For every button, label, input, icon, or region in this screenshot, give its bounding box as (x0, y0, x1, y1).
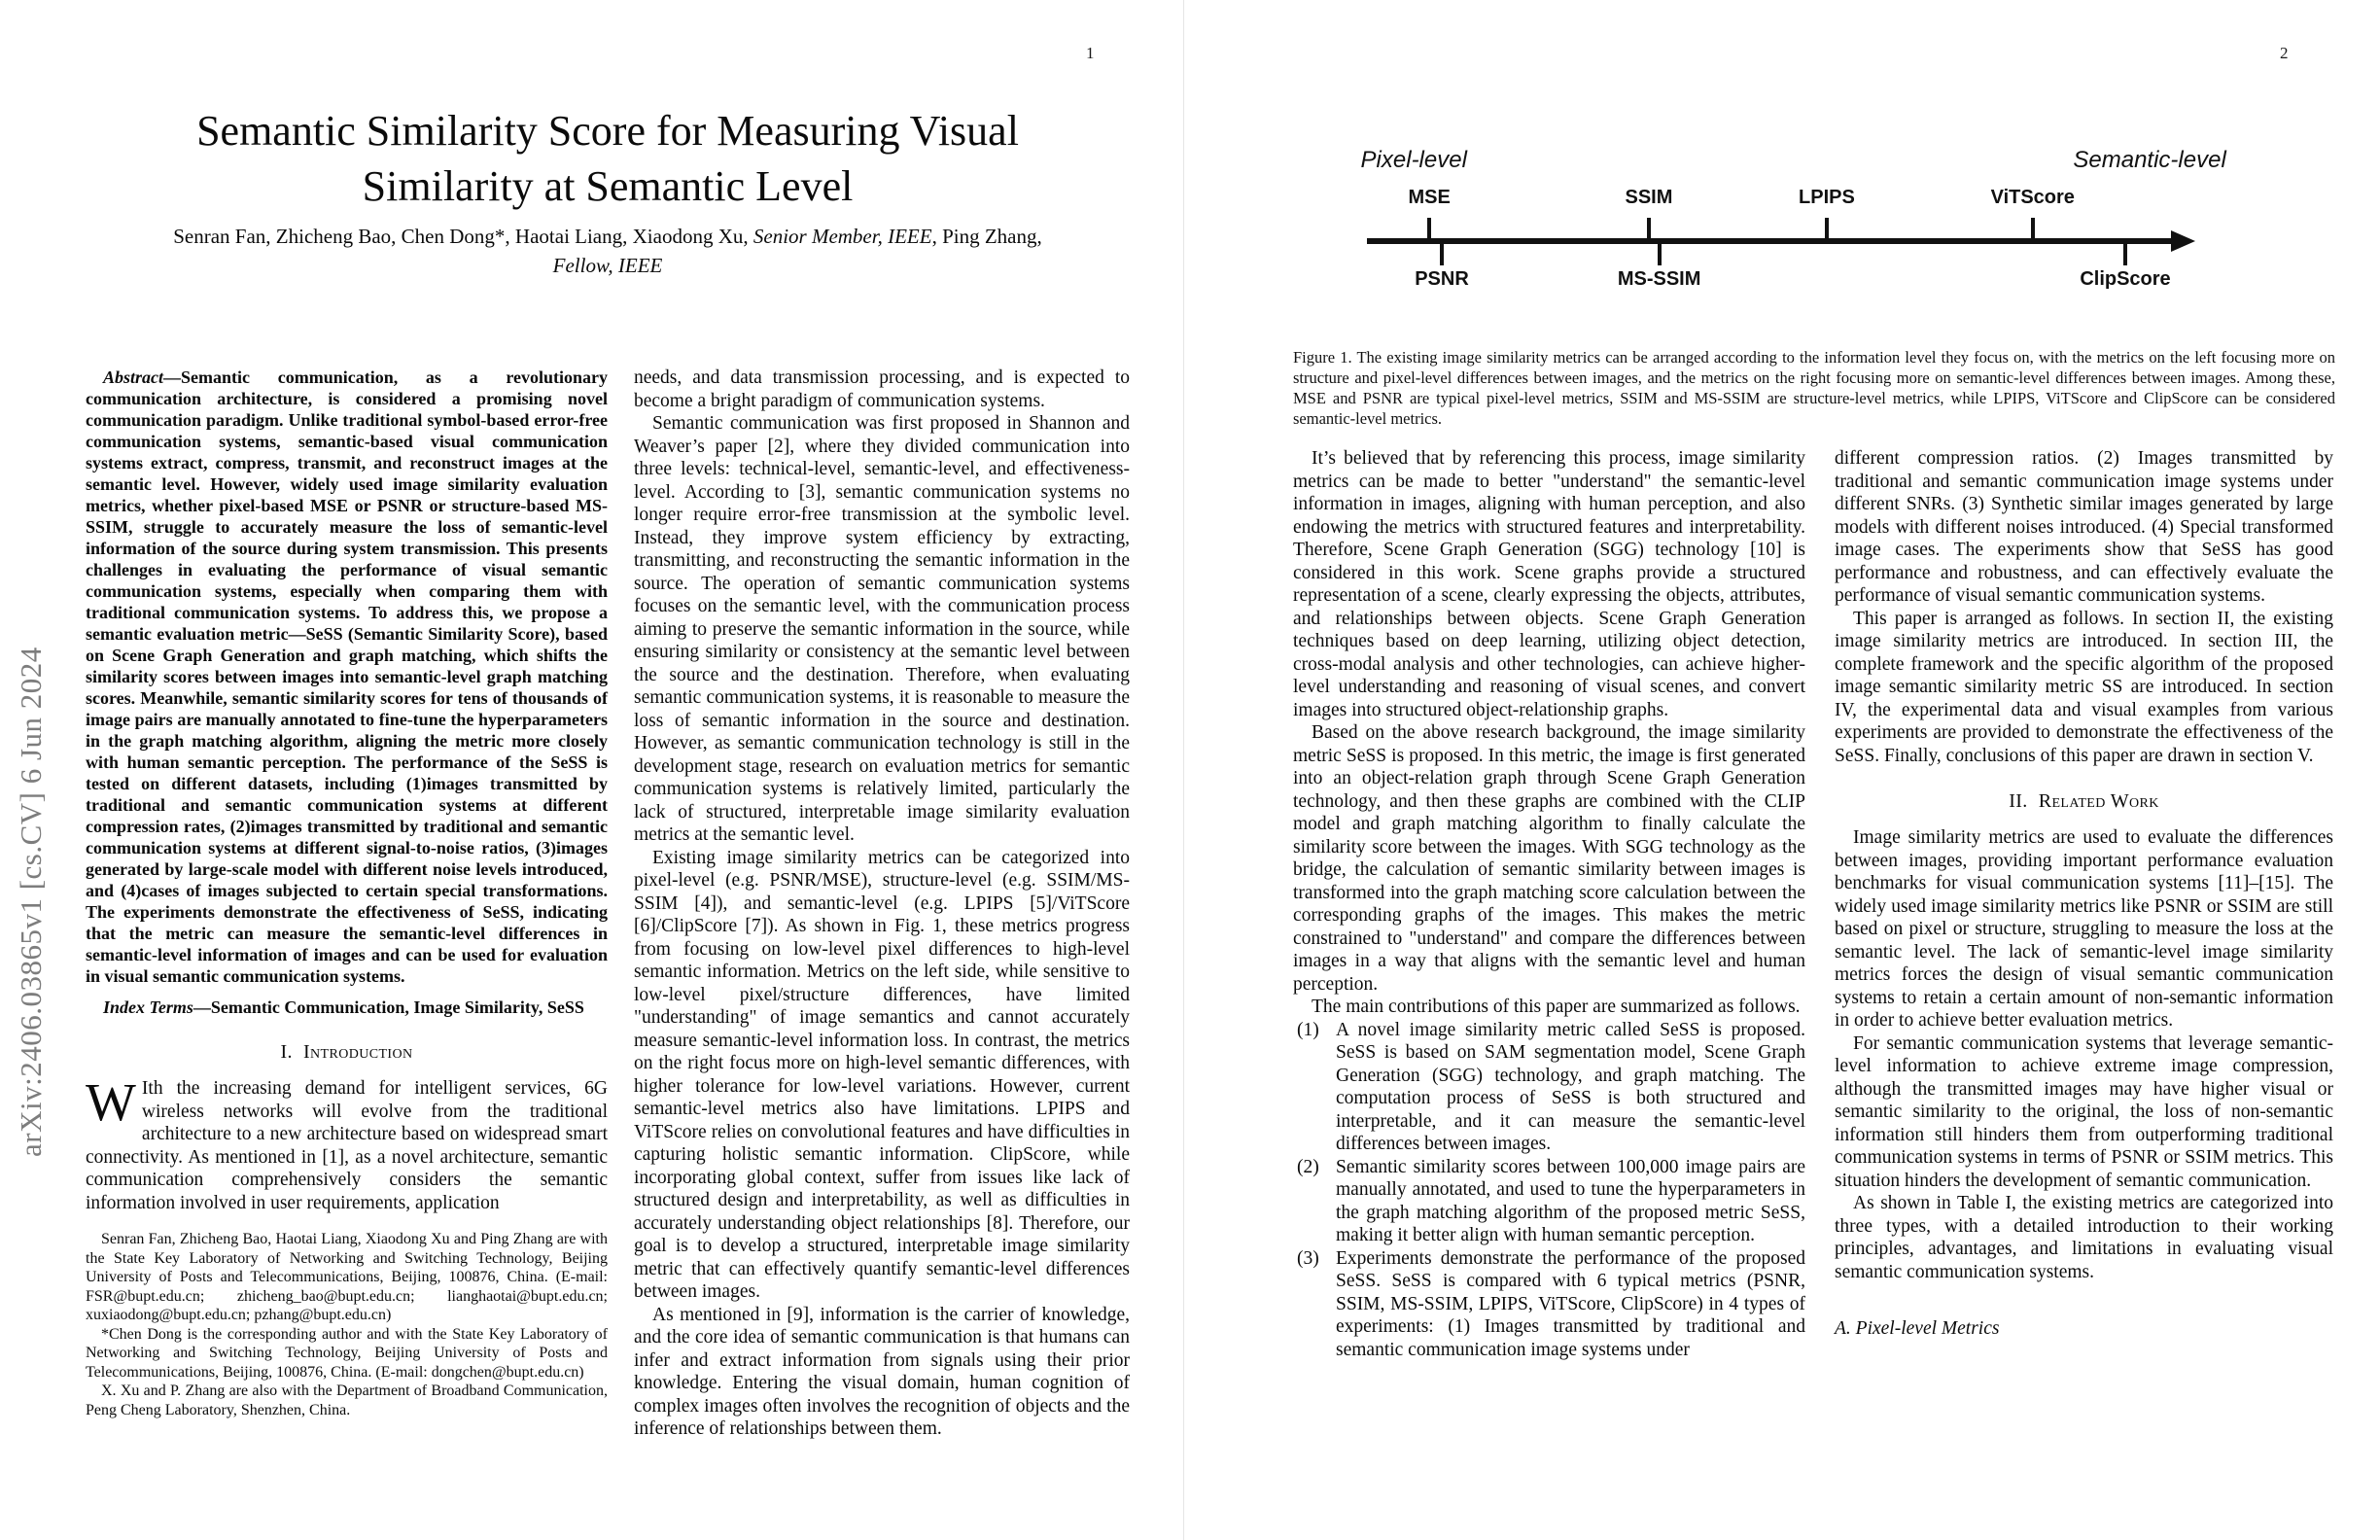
abstract-text: —Semantic communication, as a revolutionary communication architecture, is considered a promising novel communication paradigm. Unlike traditional symbol-based error-free communication systems, semantic-based visual communication systems extract, compress, transmit, and reconstruct images at the semantic level. However, widely used image similarity evaluation metrics, whether pixel-based MSE or PSNR or structure-based MS-SSIM, struggle to accurately measure the loss of semantic-level information of the source during system transmission. This presents challenges in evaluating the performance of visual semantic communication systems, especially when comparing them with traditional communication systems. To address this, we propose a semantic evaluation metric—SeSS (Semantic Similarity Score), based on Scene Graph Generation and graph matching, which shifts the similarity scores between images into semantic-level graph matching scores. Meanwhile, semantic similarity scores for tens of thousands of image pairs are manually annotated to fine-tune the hyperparameters in the graph matching algorithm, aligning the metric more closely with human semantic perception. The performance of the SeSS is tested on different datasets, including (1)images transmitted by traditional and semantic communication systems at different compression rates, (2)images transmitted by traditional and semantic communication systems at different signal-to-noise ratios, (3)images generated by large-scale model with different noise levels introduced, and (4)cases of images subjected to certain special transformations. The experiments demonstrate the effectiveness of SeSS, indicating that the metric can measure the semantic-level differences in semantic-level information of images and can be used for evaluation in visual semantic communication systems. (86, 368, 608, 986)
tick-clipscore (2123, 244, 2127, 265)
page2-columns (1293, 447, 2333, 1361)
arxiv-stamp: arXiv:2406.03865v1 [cs.CV] 6 Jun 2024 (14, 647, 48, 1157)
dropcap-w: W (86, 1072, 136, 1132)
section-title: Introduction (302, 1041, 413, 1063)
intro-paragraph (86, 1072, 608, 1214)
paragraph: For semantic communication systems that leverage semantic-level information to achieve extreme image compression, although the transmitted images may have higher visual or semantic similarity to the original, the loss of non-semantic information still hinders them from outperforming traditional communication systems in terms of PSNR or SSIM metrics. This situation hinders the development of semantic communication. (1835, 1032, 2333, 1191)
footnote-corresponding-author: *Chen Dong is the corresponding author and with the State Key Laboratory of Networking and Switching Technology, Beijing University of Posts and Telecommunications, Beijing, 100876, China. (E-mail: dongchen@bupt.edu.cn) (86, 1325, 608, 1381)
page1-number: 1 (1086, 44, 1095, 62)
paragraph: As mentioned in [9], information is the carrier of knowledge, and the core idea of semantic communication is that humans can infer and extract information from signals using their prior knowledge. Entering the visual domain, human cognition of complex images often involves the recognition of objects and the inference of relationships between them. (634, 1304, 1130, 1439)
paragraph: This paper is arranged as follows. In section II, the existing image similarity metrics are introduced. In section III, the complete framework and the specific algorithm of the proposed image semantic similarity metric SS are introduced. In section IV, the experimental data and visual examples from various experiments are provided to demonstrate the effectiveness of the SeSS. Finally, conclusions of this paper are drawn in section V. (1835, 608, 2333, 766)
axis-arrowhead-icon (2171, 230, 2195, 252)
index-terms (86, 997, 608, 1018)
page1-columns (86, 367, 1130, 1441)
page2-number: 2 (2280, 44, 2289, 62)
tick-ssim (1647, 218, 1651, 238)
section-heading-introduction (86, 1041, 608, 1064)
list-marker: (3) (1297, 1247, 1319, 1269)
metric-label-ssim: SSIM (1625, 187, 1673, 208)
figure1-pixel-level-label: Pixel-level (1360, 147, 1467, 173)
paragraph: Image similarity metrics are used to evaluate the differences between images, providing important performance evaluation benchmarks for visual communication systems [11]–[15]. The widely used image similarity metrics like PSNR or SSIM are still based on pixel or structure, struggling to measure the loss at the semantic level. The lack of semantic-level image similarity metrics forces the design of visual semantic communication systems to retain a certain amount of non-semantic information in order to achieve better evaluation metrics. (1835, 827, 2333, 1031)
paragraph: Existing image similarity metrics can be categorized into pixel-level (e.g. PSNR/MSE), structure-level (e.g. SSIM/MS-SSIM [4]), and semantic-level (e.g. LPIPS [5]/ViTScore [6]/ClipScore [7]). As shown in Fig. 1, these metrics progress from focusing on low-level pixel differences to high-level semantic information. Metrics on the left side, while sensitive to low-level pixel/structure differences, have limited "understanding" of image semantics and cannot accurately measure semantic-level information loss. In contrast, the metrics on the right focus more on high-level semantic differences, with higher tolerance for low-level variations. However, current semantic-level metrics also have limitations. LPIPS and ViTScore relies on convolutional features and have difficulties in capturing holistic semantic information. ClipScore, while incorporating global context, suffer from issues like lack of structured design and interpretability, as well as difficulties in accurately understanding object relationships [8]. Therefore, our goal is to develop a structured, interpretable image similarity metric that can effectively quantify semantic-level differences between images. (634, 847, 1130, 1302)
contribution-item-3 (1293, 1247, 1805, 1362)
page1-column-1 (86, 367, 608, 1441)
list-marker: (1) (1297, 1019, 1319, 1040)
section-number: II. (2009, 790, 2028, 812)
metric-label-mse: MSE (1408, 187, 1451, 208)
section-number: I. (280, 1041, 293, 1063)
page-divider (1183, 0, 1184, 1540)
tick-vitscore (2031, 218, 2035, 238)
list-item-text: A novel image similarity metric called SeSS is proposed. SeSS is based on SAM segmentation model, Scene Graph Generation (SGG) technology, and graph matching. The computation process of SeSS is both structured and interpretable, and it can measure the semantic-level differences between images. (1336, 1019, 1805, 1154)
tick-lpips (1825, 218, 1829, 238)
list-marker: (2) (1297, 1156, 1319, 1177)
index-terms-text: —Semantic Communication, Image Similarity, SeSS (192, 998, 584, 1017)
abstract (86, 367, 608, 987)
tick-ms-ssim (1658, 244, 1662, 265)
figure1-metrics-timeline (1293, 92, 2333, 335)
author-membership-fellow: Fellow, IEEE (552, 254, 663, 277)
footnote-affiliation-2: X. Xu and P. Zhang are also with the Department of Broadband Communication, Peng Cheng Laboratory, Shenzhen, China. (86, 1382, 608, 1418)
paper-title-line2: Similarity at Semantic Level (362, 162, 854, 210)
tick-psnr (1440, 244, 1444, 265)
author-footnotes (86, 1230, 608, 1419)
metric-label-lpips: LPIPS (1799, 187, 1855, 208)
metric-label-clipscore: ClipScore (2080, 268, 2171, 290)
paper-title-line1: Semantic Similarity Score for Measuring Visual (196, 107, 1019, 155)
paragraph: The main contributions of this paper are summarized as follows. (1312, 997, 1801, 1017)
author-names-tail: , Ping Zhang, (931, 225, 1042, 248)
footnote-affiliation-1: Senran Fan, Zhicheng Bao, Haotai Liang, Xiaodong Xu and Ping Zhang are with the State Key Laboratory of Networking and Switching Technology, Beijing University of Posts and Telecommunications, Beijing, 100876, China. (E-mail: FSR@bupt.edu.cn; zhicheng_bao@bupt.edu.cn; lianghaotai@bupt.edu.cn; xuxiaodong@bupt.edu.cn; pzhang@bupt.edu.cn) (86, 1231, 608, 1323)
figure1-caption: Figure 1. The existing image similarity metrics can be arranged according to the information level they focus on, with the metrics on the left focusing more on structure and pixel-level differences between images, and the metrics on the right focusing more on semantic-level differences between images. Among these, MSE and PSNR are typical pixel-level metrics, SSIM and MS-SSIM are structure-level metrics, while LPIPS, ViTScore and ClipScore can be considered semantic-level metrics. (1293, 348, 2335, 428)
abstract-label: Abstract (103, 368, 164, 387)
paper-title (86, 103, 1130, 214)
list-item-text: Semantic similarity scores between 100,000 image pairs are manually annotated, and used to tune the hyperparameters in the graph matching algorithm of the proposed metric SeSS, making it better align with human semantic perception. (1336, 1156, 1805, 1245)
timeline-axis (1367, 238, 2172, 244)
page1-column-2 (634, 367, 1130, 1441)
paragraph: As shown in Table I, the existing metrics are categorized into three types, with a detailed introduction to their working principles, advantages, and limitations in evaluating visual semantic communication systems. (1835, 1193, 2333, 1282)
paper-authors (86, 222, 1130, 280)
paragraph: needs, and data transmission processing, and is expected to become a bright paradigm of communication systems. (634, 368, 1130, 411)
tick-mse (1427, 218, 1431, 238)
paragraph: different compression ratios. (2) Images transmitted by traditional and semantic communication image systems under different SNRs. (3) Synthetic similar images generated by large models with different noises introduced. (4) Special transformed image cases. The experiments show that SeSS has good performance and robustness, and can effectively evaluate the performance of visual semantic communication systems. (1835, 448, 2333, 606)
metric-label-ms-ssim: MS-SSIM (1617, 268, 1701, 290)
figure1-semantic-level-label: Semantic-level (2073, 147, 2226, 173)
subsection-heading-pixel-level-metrics: A. Pixel-level Metrics (1835, 1318, 2000, 1339)
paragraph: Based on the above research background, the image similarity metric SeSS is proposed. In this metric, the image is first generated into an object-relation graph through Scene Graph Generation technology, and then these graphs are combined with the CLIP model and graph matching algorithm to finally calculate the similarity score between the images. With SGG technology as the bridge, the calculation of semantic similarity between images is transformed into the graph matching score calculation between the corresponding graphs of the images. This makes the metric constrained to "understand" and compare the differences between images in a way that aligns with the semantic level and human perception. (1293, 722, 1805, 995)
list-item-text: Experiments demonstrate the performance of the proposed SeSS. SeSS is compared with 6 typical metrics (PSNR, SSIM, MS-SSIM, LPIPS, ViTScore, ClipScore) in 4 types of experiments: (1) Images transmitted by traditional and semantic communication image systems under (1336, 1247, 1805, 1360)
paragraph: It’s believed that by referencing this process, image similarity metrics can be made to better "understand" the semantic-level information in images, aligning with human perception, and also endowing the metrics with structured features and interpretability. Therefore, Scene Graph Generation (SGG) technology [10] is considered in this work. Scene graphs provide a structured representation of a scene, clearly expressing the objects, attributes, and relationships between objects. Scene Graph Generation techniques based on deep learning, utilizing object detection, cross-modal analysis and other technologies, can achieve higher-level understanding and reasoning of visual scenes, and convert images into structured object-relationship graphs. (1293, 448, 1805, 720)
index-terms-label: Index Terms (103, 998, 193, 1017)
paragraph: Semantic communication was first proposed in Shannon and Weaver’s paper [2], where they divided communication into three levels: technical-level, semantic-level, and effectiveness-level. According to [3], semantic communication systems no longer require error-free transmission at the symbolic level. Instead, they improve system efficiency by extracting, transmitting, and reconstructing the semantic information in the source. The operation of semantic communication systems focuses on the semantic level, with the communication process aiming to preserve the semantic information in the source, while ensuring similarity or consistency at the semantic level between the source and the destination. Therefore, when evaluating semantic communication systems, it is reasonable to measure the loss of semantic information in the source and destination. However, as semantic communication technology is still in the development stage, research on evaluation metrics for semantic communication systems is relatively limited, particularly the lack of structured, interpretable image similarity evaluation metrics at the semantic level. (634, 413, 1130, 845)
section-title: Related Work (2038, 790, 2159, 812)
contribution-item-2 (1293, 1156, 1805, 1247)
author-membership-senior: Senior Member, IEEE (752, 225, 932, 248)
page2-column-1 (1293, 447, 1805, 1361)
intro-paragraph-text: Ith the increasing demand for intelligent services, 6G wireless networks will evolve from the traditional architecture to a new architecture based on widespread smart connectivity. As mentioned in [1], as a novel architecture, semantic communication comprehensively considers the semantic information involved in user requirements, application (86, 1078, 608, 1213)
metric-label-vitscore: ViTScore (1990, 187, 2075, 208)
author-names: Senran Fan, Zhicheng Bao, Chen Dong*, Haotai Liang, Xiaodong Xu, (173, 225, 753, 248)
page2-column-2 (1835, 447, 2333, 1361)
section-heading-related-work (1835, 790, 2333, 813)
contribution-item-1 (1293, 1019, 1805, 1156)
metric-label-psnr: PSNR (1415, 268, 1469, 290)
